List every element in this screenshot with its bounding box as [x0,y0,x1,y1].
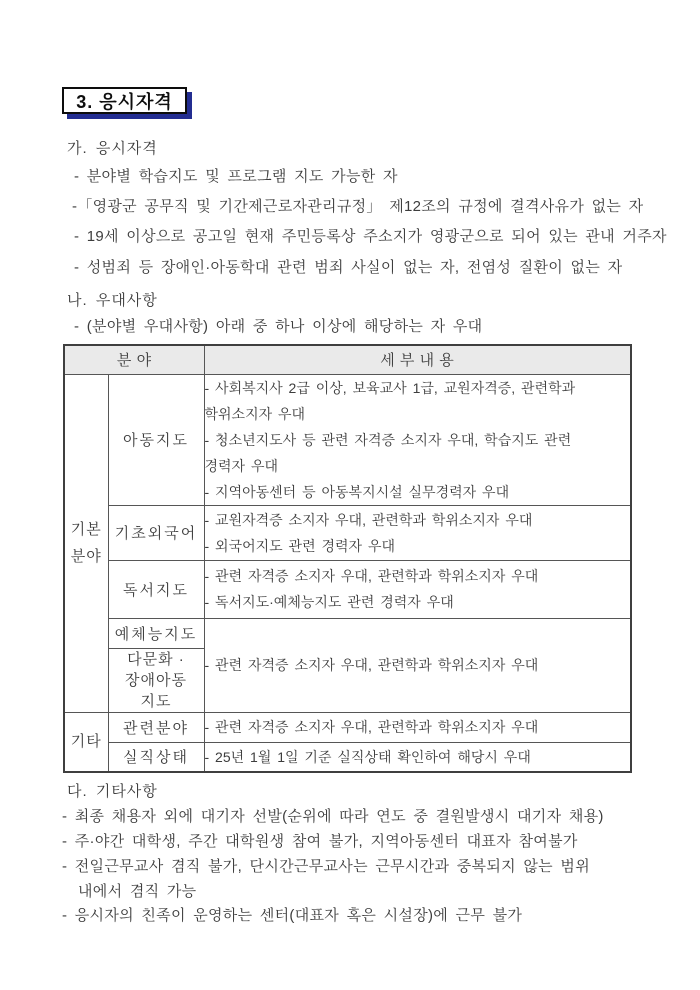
detail-line: - 독서지도·예체능지도 관련 경력자 우대 [204,594,454,610]
preference-table [63,344,632,773]
detail-line: - 외국어지도 관련 경력자 우대 [204,537,396,554]
section-title-box [62,87,187,114]
header-cell-details: 세 부 내 용 [204,345,631,374]
details-cell-foreign [204,505,631,560]
details-cell-reading [204,560,631,618]
detail-line: 학위소지자 우대 [204,405,306,422]
section-a-bullet-3: - 19세 이상으로 공고일 현재 주민등록상 주소지가 영광군으로 되어 있는 관내 거주자 [74,228,667,245]
category-cell-child: 아동지도 [108,374,204,505]
table-row-related-field [64,712,631,742]
table-row-foreign-language [64,505,631,560]
group-basic-line1: 기본 [70,521,102,538]
section-c-line-3: - 전일근무교사 겸직 불가, 단시간근무교사는 근무시간과 중복되지 않는 범위 [62,858,590,875]
group-basic-line2: 분야 [70,548,102,565]
section-c-line-2: - 주·야간 대학생, 주간 대학원생 참여 불가, 지역아동센터 대표자 참여불가 [62,833,578,850]
detail-line: - 청소년지도사 등 관련 자격증 소지자 우대, 학습지도 관련 [204,431,572,448]
header-cell-category: 분 야 [64,345,204,374]
detail-line: - 관련 자격증 소지자 우대, 관련학과 학위소지자 우대 [204,719,539,735]
detail-line: - 관련 자격증 소지자 우대, 관련학과 학위소지자 우대 [204,657,539,673]
details-cell-child [204,374,631,505]
category-cell-reading: 독서지도 [108,560,204,618]
details-cell-unemployed [204,742,631,772]
detail-line: - 25년 1월 1일 기준 실직상태 확인하여 해당시 우대 [204,748,531,765]
detail-line: - 교원자격증 소지자 우대, 관련학과 학위소지자 우대 [204,511,533,528]
category-cell-related: 관련분야 [108,712,204,742]
details-cell-arts-multi [204,618,631,712]
category-cell-multicultural [108,648,204,712]
section-a-heading: 가. 응시자격 [67,140,158,157]
detail-line: 경력자 우대 [204,457,279,474]
table-row-child-guidance [64,374,631,505]
category-line: 장애아동 [125,671,187,689]
category-cell-unemployed: 실직상태 [108,742,204,772]
group-etc-label: 기타 [70,733,102,751]
table-row-unemployed [64,742,631,772]
category-line: 지도 [140,692,172,710]
section-title: 3. 응시자격 [76,91,173,112]
section-b-heading: 나. 우대사항 [67,292,158,309]
section-c-heading: 다. 기타사항 [67,783,158,800]
category-line: 다문화 · [127,650,185,668]
section-b-bullet-1: - (분야별 우대사항) 아래 중 하나 이상에 해당하는 자 우대 [74,318,483,335]
detail-line: - 관련 자격증 소지자 우대, 관련학과 학위소지자 우대 [204,568,539,584]
section-c-line-4: - 응시자의 친족이 운영하는 센터(대표자 혹은 시설장)에 근무 불가 [62,907,523,924]
section-c-line-1: - 최종 채용자 외에 대기자 선발(순위에 따라 연도 중 결원발생시 대기자 채용) [62,808,604,825]
detail-line: - 지역아동센터 등 아동복지시설 실무경력자 우대 [204,483,510,500]
table-row-reading [64,560,631,618]
details-cell-related [204,712,631,742]
table-header-row [64,345,631,374]
table-row-arts [64,618,631,648]
section-a-bullet-1: - 분야별 학습지도 및 프로그램 지도 가능한 자 [74,168,398,185]
group-cell-etc [64,712,108,772]
category-cell-arts: 예체능지도 [108,618,204,648]
section-c-line-3-continued: 내에서 겸직 가능 [78,883,197,900]
group-cell-basic [64,374,108,712]
section-a-bullet-4: - 성범죄 등 장애인·아동학대 관련 범죄 사실이 없는 자, 전염성 질환이 없는 자 [74,259,623,276]
category-cell-foreign: 기초외국어 [108,505,204,560]
section-a-bullet-2: -「영광군 공무직 및 기간제근로자관리규정」 제12조의 규정에 결격사유가 없는 자 [72,198,644,215]
detail-line: - 사회복지사 2급 이상, 보육교사 1급, 교원자격증, 관련학과 [204,379,576,396]
